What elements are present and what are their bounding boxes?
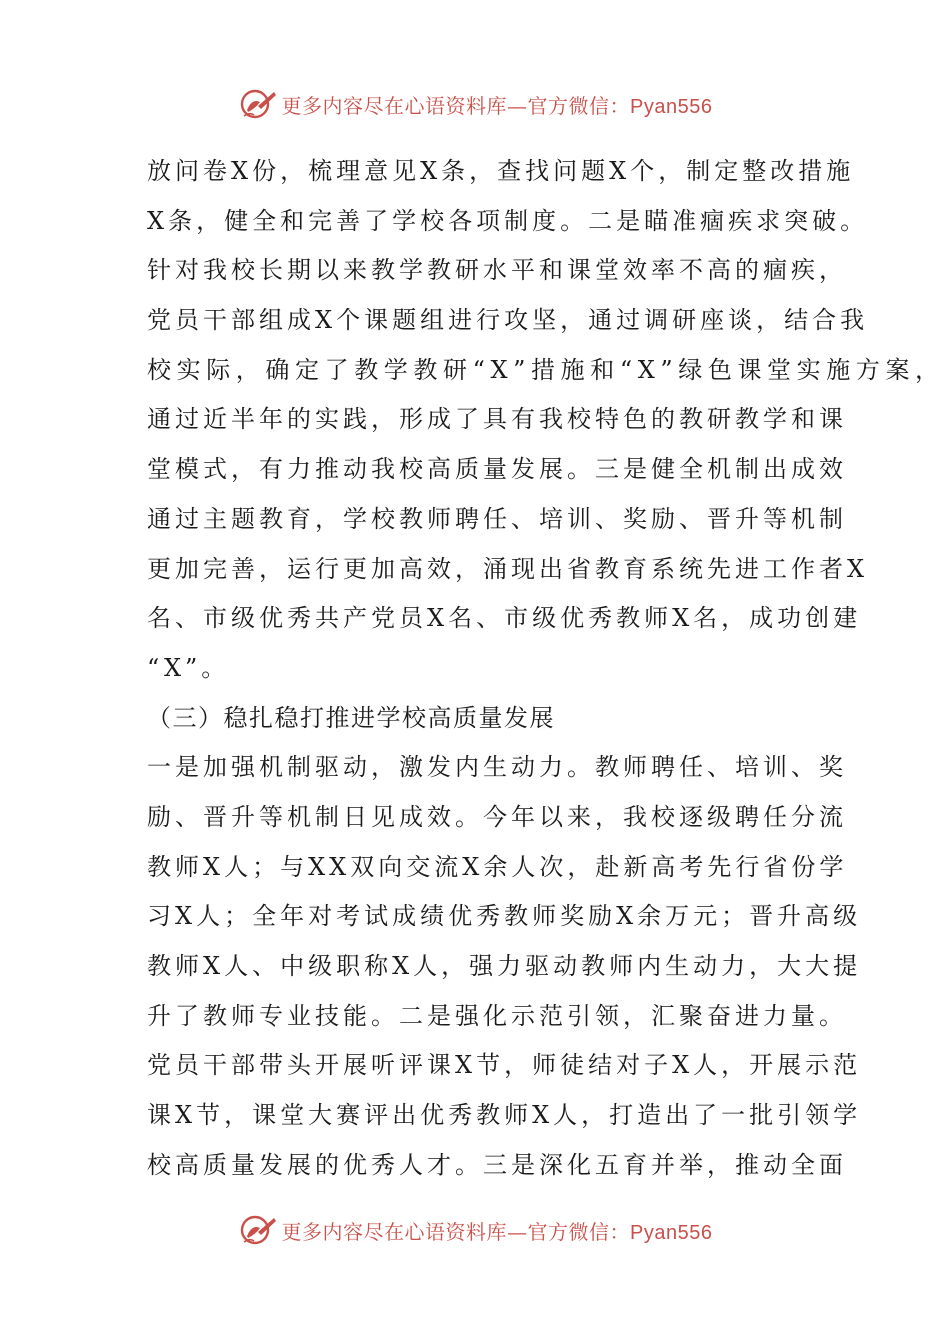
watermark-text: 更多内容尽在心语资料库—官方微信： [281,93,631,118]
section-heading: （三）稳扎稳打推进学校高质量发展 [147,703,555,732]
text-line: 习X人；全年对考试成绩优秀教师奖励X余万元；晋升高级 [147,902,862,931]
text-line: “X”。 [147,653,230,682]
watermark-text: 更多内容尽在心语资料库—官方微信： [281,1219,631,1244]
text-line: 党员干部带头开展听评课X节，师徒结对子X人，开展示范 [147,1051,862,1080]
text-line: 励、晋升等机制日见成效。今年以来，我校逐级聘任分流 [147,802,847,831]
watermark-handle: Pyan556 [630,95,713,118]
text-line: 通过主题教育，学校教师聘任、培训、奖励、晋升等机制 [147,504,847,533]
text-line: 一是加强机制驱动，激发内生动力。教师聘任、培训、奖 [147,753,847,782]
text-line: 升了教师专业技能。二是强化示范引领，汇聚奋进力量。 [147,1001,847,1030]
pen-nib-logo-icon [238,1212,278,1248]
text-line: 名、市级优秀共产党员X名、市级优秀教师X名，成功创建 [147,604,862,633]
text-line: 党员干部组成X个课题组进行攻坚，通过调研座谈，结合我 [147,306,869,335]
text-line: 更加完善，运行更加高效，涌现出省教育系统先进工作者X [147,554,869,583]
text-line: 放问卷X份，梳理意见X条，查找问题X个，制定整改措施 [147,157,855,185]
header-watermark [0,84,950,124]
text-line: 堂模式，有力推动我校高质量发展。三是健全机制出成效 [147,455,847,484]
document-body [147,147,945,1190]
text-line: 通过近半年的实践，形成了具有我校特色的教研教学和课 [147,405,847,434]
watermark-handle: Pyan556 [630,1221,713,1244]
text-line: X条，健全和完善了学校各项制度。二是瞄准痼疾求突破。 [147,206,869,235]
footer-watermark [0,1210,950,1250]
text-line: 校实际，确定了教学教研“X”措施和“X”绿色课堂实施方案， [147,355,945,384]
pen-nib-logo-icon [238,86,278,122]
text-line: 课X节，课堂大赛评出优秀教师X人，打造出了一批引领学 [147,1101,862,1130]
text-line: 教师X人；与XX双向交流X余人次，赴新高考先行省份学 [147,852,848,881]
text-line: 校高质量发展的优秀人才。三是深化五育并举，推动全面 [147,1150,847,1179]
text-line: 针对我校长期以来教学教研水平和课堂效率不高的痼疾， [147,256,847,285]
text-line: 教师X人、中级职称X人，强力驱动教师内生动力，大大提 [147,952,862,980]
